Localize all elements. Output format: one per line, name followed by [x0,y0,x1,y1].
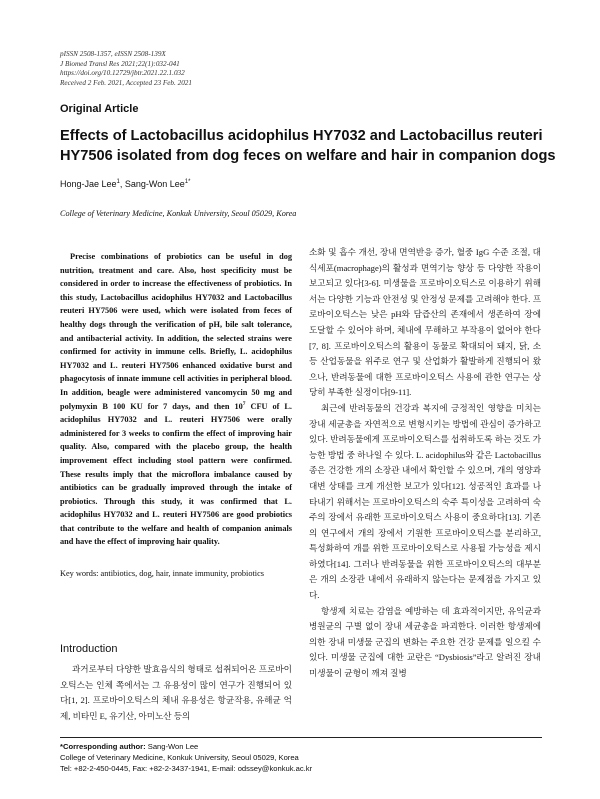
author-list [60,179,190,189]
corresponding-author-name: Sang-Won Lee [147,742,199,751]
body-paragraph: 항생제 치료는 감염을 예방하는 데 효과적이지만, 유익균과 병원균의 구별 없이 장내 세균총을 파괴한다. 이러한 항생제에 의한 장내 미생물 군집의 변화는 주요한 건강 문제를 일으킬 수 있다. 미생물 군집에 대한 교란은 “Dysbiosis”라고 알려진 장내 미생물이 균형이 깨져 질병 [309,605,541,679]
intro-paragraph: 과거로부터 다양한 발효음식의 형태로 섭취되어온 프로바이오틱스는 인체 쪽에서는 그 유용성이 많이 연구가 진행되어 있다[1, 2]. 프로바이오틱스의 체내 유용성은 항균작용, 유해균 억제, 비타민 E, 유기산, 아미노산 등의 [60,664,292,721]
journal-citation: J Biomed Transl Res 2021;22(1):032-041 [60,59,180,68]
abstract-text: Precise combinations of probiotics can be useful in dog nutrition, treatment and care. Also, host specificity must be considered in order to increase the effectiveness of probiotics. In this study, Lactobacillus acidophilus HY7032 and Lactobacillus reuteri HY7506 were used, which were isolated from feces of healthy dogs through the verification of pH, bile salt tolerance, and antibacterial activity. In addition, the selected strains were confirmed for activity in immune cells. Briefly, L. acidophilus HY7032 and L. reuteri HY7506 enhanced oxidative burst and phagocytosis of innate immune cell activities in peripheral blood. In addition, beagle were administered vancomycin 50 mg and polymyxin B 100 KU for 7 days, and then 10 [60,252,292,411]
abstract-superscript: 7 [242,400,246,407]
abstract [60,250,292,549]
right-column [309,245,541,682]
author-name: Sang-Won Lee [124,179,185,189]
author-separator: , [119,179,125,189]
footnote-contact[interactable]: Tel: +82-2-450-0445, Fax: +82-2-3437-1941, E-mail: odssey@konkuk.ac.kr [60,764,313,773]
affiliation-marker: 1 [116,179,120,185]
keywords: Key words: antibiotics, dog, hair, innate immunity, probiotics [60,569,264,578]
issn-line: pISSN 2508-1357, eISSN 2508-139X [60,50,166,58]
section-heading: Introduction [60,643,118,655]
body-paragraph: 소화 및 흡수 개선, 장내 면역반응 증가, 혈중 IgG 수준 조절, 대식세포(macrophage)의 활성과 면역기능 향상 등 다양한 작용이 보고되고 있다[3-6]. 미생물을 프로바이오틱스로 이용하기 위해서는 다양한 기능과 안전성 및 안정성 문제를 고려해야 한다. 프로바이오틱스는 낮은 pH와 담즙산의 존재에서 생존하여 장에 도달할 수 있어야 하며, 체내에 무해하고 부작용이 없어야 한다[7, 8]. 프로바이오틱스의 활용이 동물로 확대되어 돼지, 닭, 소 등 산업동물을 위주로 연구 및 산업화가 활발하게 진행되어 왔으나, 반려동물에 대한 프로바이오틱스 사용에 관한 연구는 상당히 부족한 실정이다[9-11]. [309,247,541,398]
author-name: Hong-Jae Lee [60,179,117,189]
affiliation: College of Veterinary Medicine, Konkuk University, Seoul 05029, Korea [60,209,297,218]
abstract-text: CFU of L. acidophilus HY7032 and L. reuteri HY7506 were orally administered for 3 weeks to confirm the effect of improving hair quality. Also, compared with the placebo group, the health improvement effect including stool pattern were confirmed. These results imply that the microflora imbalance caused by antibiotics can be gradually improved through the intake of probiotics. Through this study, it was confirmed that L. acidophilus HY7032 and L. reuteri HY7506 are good probiotics that contribute to the welfare and health of companion animals and have the effect of improving hair quality. [60,401,293,547]
footnote-affiliation: College of Veterinary Medicine, Konkuk University, Seoul 05029, Korea [60,753,299,762]
journal-meta [60,50,192,88]
affiliation-marker: 1* [184,179,191,185]
body-paragraph: 최근에 반려동물의 건강과 복지에 긍정적인 영향을 미치는 장내 세균총을 자연적으로 변형시키는 방법에 관심이 증가하고 있다. 반려동물에게 프로바이오틱스를 섭취하도록 하는 것도 가능한 방법 중 하나일 수 있다. L. acidophilus와 같은 Lactobacillus 종은 건강한 개의 소장관 내에서 확인할 수 있으며, 개의 영양과 대변 상태를 크게 개선한 보고가 있다[12]. 성공적인 효과를 나타내기 위해서는 프로바이오틱스의 숙주 특이성을 고려하여 숙주의 장에서 유래한 프로바이오틱스 사용이 중요하다[13]. 기존의 연구에서 개의 장에서 기원한 프로바이오틱스를 분리하고, 특성화하여 개를 위한 프로바이오틱스로 사용될 가능성을 제시하였다[14]. 그러나 반려동물을 위한 프로바이오틱스의 대부분은 개의 소장관 내에서 유래하지 않는다는 문제점을 가지고 있다. [309,402,541,601]
doi-link[interactable]: https://doi.org/10.12729/jbtr.2021.22.1.032 [60,69,185,78]
footnote-label: *Corresponding author: [60,742,148,751]
article-type: Original Article [60,103,139,115]
corresponding-footnote [60,737,542,774]
paper-title: Effects of Lactobacillus acidophilus HY7032 and Lactobacillus reuteri HY7506 isolated from dog feces on welfare and hair in companion dogs [60,128,556,164]
received-dates: Received 2 Feb. 2021, Accepted 23 Feb. 2021 [60,78,192,87]
